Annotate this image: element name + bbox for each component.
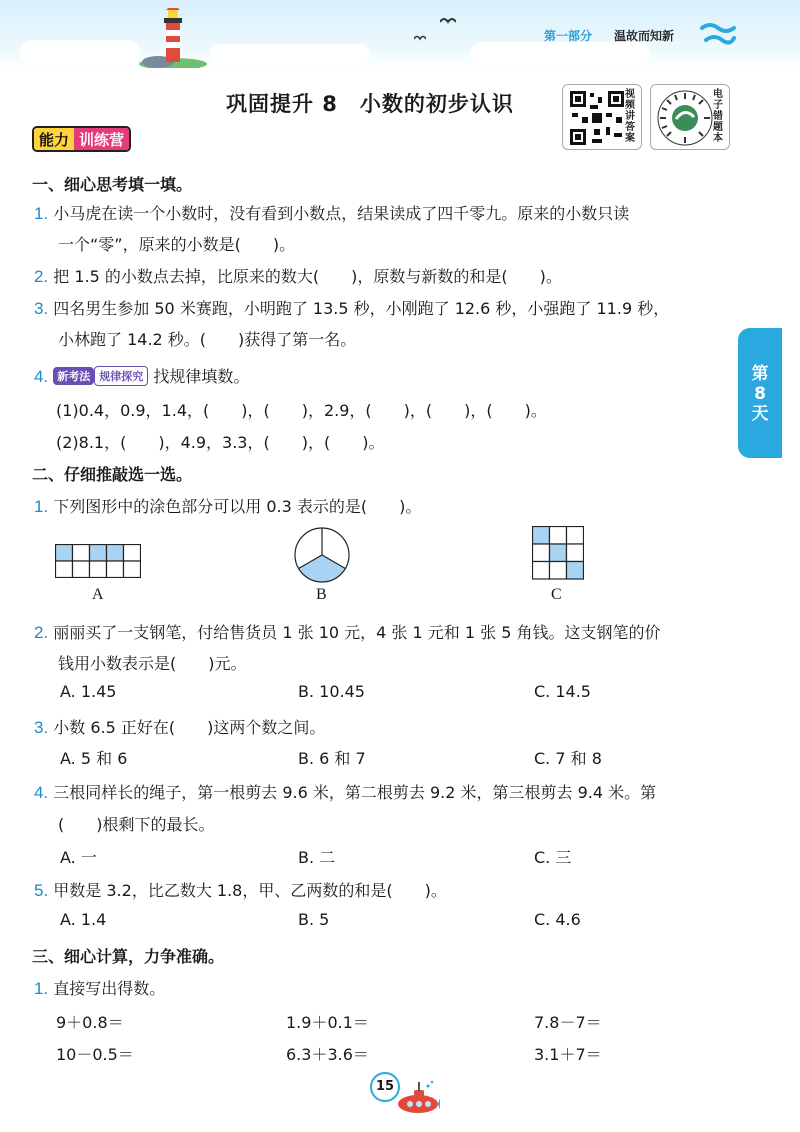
question-number: 4. [34, 783, 49, 802]
question-text: 丽丽买了一支钢笔，付给售货员 1 张 10 元，4 张 1 元和 1 张 5 角钱。这支钢笔的价 [53, 623, 661, 642]
review-label: 温故而知新 [614, 29, 675, 43]
question-1-3 [34, 296, 669, 319]
question-text: 把 1.5 的小数点去掉，比原来的数大( )，原数与新数的和是( )。 [53, 267, 562, 286]
question-2-5 [34, 878, 447, 901]
section-heading: 二、仔细推敲选一选。 [32, 465, 193, 484]
question-text: 三根同样长的绳子，第一根剪去 9.6 米，第二根剪去 9.2 米，第三根剪去 9.4 米。第 [53, 783, 657, 802]
question-text-cont: ( )根剩下的最长。 [58, 815, 215, 834]
calc-item: 3.1＋7＝ [534, 1045, 602, 1064]
choice-a[interactable]: A. 一 [60, 848, 97, 867]
cloud [470, 42, 650, 64]
question-number: 1. [34, 204, 49, 223]
choice-a[interactable]: A. 1.4 [60, 910, 107, 929]
calc-item: 1.9＋0.1＝ [286, 1013, 369, 1032]
question-number: 3. [34, 718, 49, 737]
figure-label-c: C [551, 586, 562, 603]
question-text: 甲数是 3.2，比乙数大 1.8，甲、乙两数的和是( )。 [53, 881, 447, 900]
new-method-tag: 新考法 [53, 367, 94, 385]
question-number: 2. [34, 267, 49, 286]
ability-training-badge [32, 126, 131, 152]
wave-icon [700, 20, 736, 46]
figure-label-a: A [92, 586, 104, 603]
sub-question-2: (2)8.1，( )，4.9，3.3，( )，( )。 [56, 433, 385, 452]
figure-a-grid [55, 544, 141, 578]
question-text: 直接写出得数。 [53, 979, 166, 998]
qr-label: 电子错题本 [713, 89, 723, 144]
calc-item: 7.8－7＝ [534, 1013, 602, 1032]
lighthouse-icon [138, 8, 208, 68]
part-label: 第一部分 [544, 29, 593, 43]
choice-c[interactable]: C. 4.6 [534, 910, 581, 929]
choice-b[interactable]: B. 二 [298, 848, 336, 867]
cloud [210, 44, 370, 64]
question-number: 4. [34, 367, 49, 386]
figure-label-b: B [316, 586, 327, 603]
choice-b[interactable]: B. 10.45 [298, 682, 365, 701]
choice-a[interactable]: A. 5 和 6 [60, 749, 128, 768]
header-band [0, 0, 800, 70]
question-text: 小马虎在读一个小数时，没有看到小数点，结果读成了四千零九。原来的小数只读 [53, 204, 630, 223]
day-tab-label: 第8天 [751, 364, 769, 424]
calc-item: 10－0.5＝ [56, 1045, 134, 1064]
figure-c-grid [532, 526, 584, 580]
badge-part-a: 能力 [34, 128, 74, 150]
question-2-3 [34, 715, 325, 738]
page-title: 巩固提升 8 小数的初步认识 [226, 92, 514, 116]
choice-c[interactable]: C. 7 和 8 [534, 749, 602, 768]
calc-item: 9＋0.8＝ [56, 1013, 124, 1032]
question-number: 2. [34, 623, 49, 642]
choice-c[interactable]: C. 14.5 [534, 682, 591, 701]
question-text-cont: 钱用小数表示是( )元。 [58, 654, 247, 673]
section-heading: 一、细心思考填一填。 [32, 175, 193, 194]
question-2-4 [34, 780, 656, 803]
question-2-2 [34, 620, 661, 643]
choice-b[interactable]: B. 6 和 7 [298, 749, 366, 768]
question-text: 下列图形中的涂色部分可以用 0.3 表示的是( )。 [53, 497, 422, 516]
pattern-tag: 规律探究 [94, 366, 148, 386]
cloud [20, 40, 140, 66]
calc-item: 6.3＋3.6＝ [286, 1045, 369, 1064]
day-tab [738, 328, 782, 458]
question-1-1 [34, 201, 629, 224]
bird-icon [440, 16, 456, 26]
question-text: 四名男生参加 50 米赛跑，小明跑了 13.5 秒，小刚跑了 12.6 秒，小强跑了 11.9 秒， [53, 299, 670, 318]
question-text-cont: 一个“零”，原来的小数是( )。 [58, 235, 296, 254]
question-text: 找规律填数。 [153, 367, 250, 386]
sub-question-1: (1)0.4，0.9，1.4，( )，( )，2.9，( )，( )，( )。 [56, 401, 547, 420]
section-heading: 三、细心计算，力争准确。 [32, 947, 225, 966]
question-3-1 [34, 976, 165, 999]
bird-icon [414, 34, 426, 42]
question-text-cont: 小林跑了 14.2 秒。( )获得了第一名。 [58, 330, 357, 349]
question-1-2 [34, 264, 562, 287]
figure-b-circle [294, 527, 350, 583]
page-number: 15 [370, 1072, 400, 1102]
choice-a[interactable]: A. 1.45 [60, 682, 117, 701]
error-book-qr[interactable] [650, 84, 730, 150]
choice-b[interactable]: B. 5 [298, 910, 330, 929]
question-text: 小数 6.5 正好在( )这两个数之间。 [53, 718, 326, 737]
choice-c[interactable]: C. 三 [534, 848, 572, 867]
badge-part-b: 训练营 [74, 128, 129, 150]
question-number: 5. [34, 881, 49, 900]
video-answer-qr[interactable] [562, 84, 642, 150]
question-1-4 [34, 364, 249, 387]
question-number: 1. [34, 497, 49, 516]
qr-code-icon [568, 89, 626, 147]
question-number: 1. [34, 979, 49, 998]
question-2-1 [34, 494, 421, 517]
mini-program-code-icon [656, 89, 714, 147]
qr-label: 视频讲答案 [625, 89, 635, 144]
question-number: 3. [34, 299, 49, 318]
